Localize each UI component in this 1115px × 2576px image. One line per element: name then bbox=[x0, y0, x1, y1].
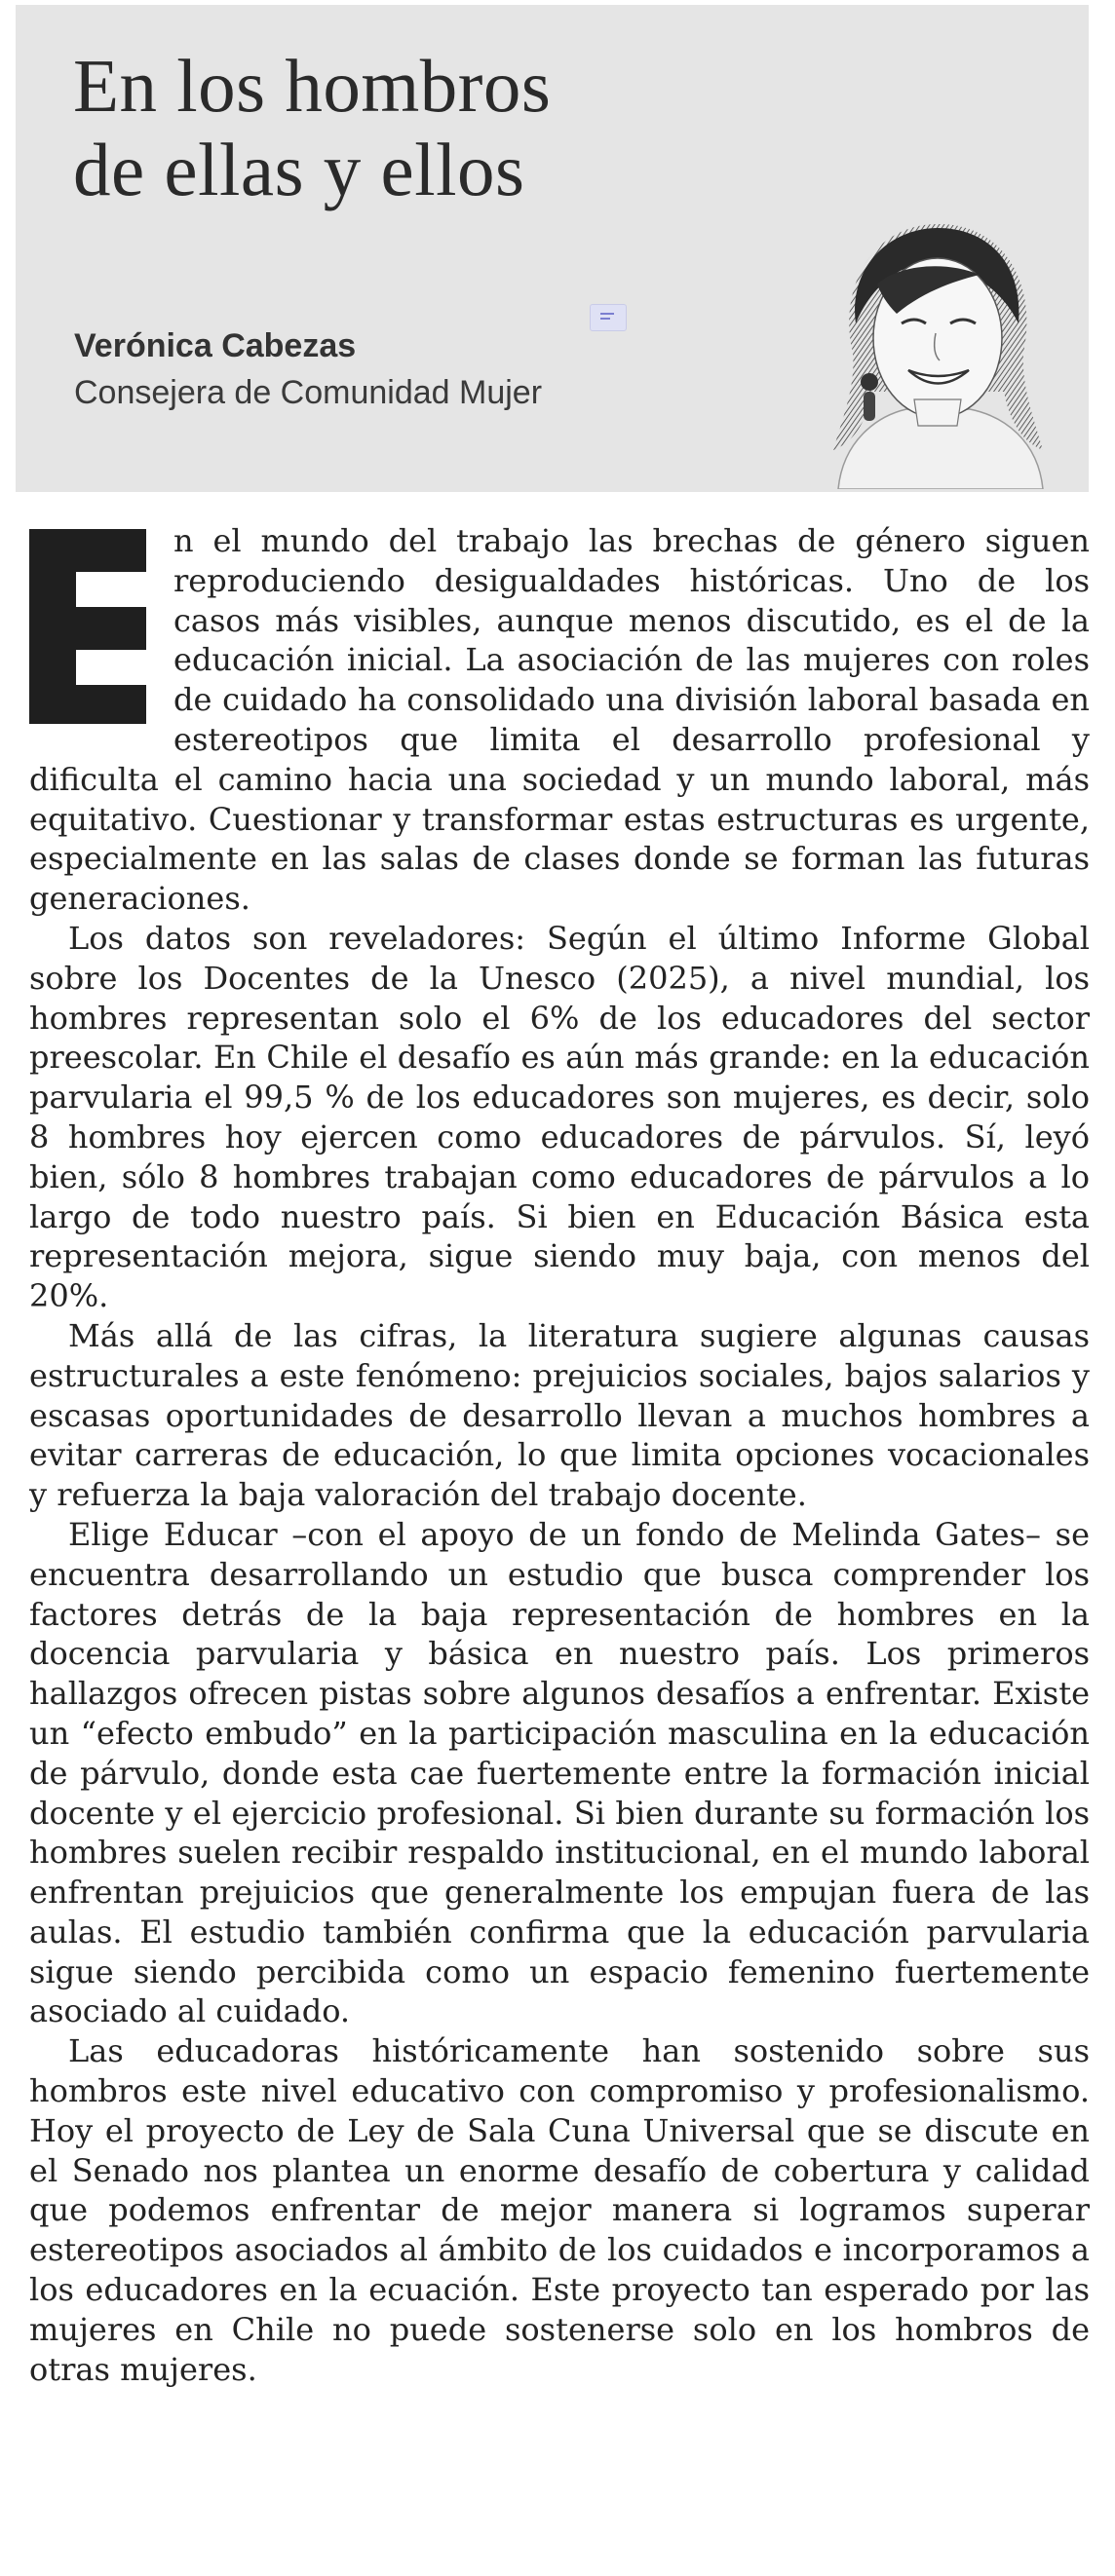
paragraph-4: Elige Educar –con el apoyo de un fondo de Melinda Gates– se encuentra desarrollando un estudio que busca comprender los factores detrás de la baja representación de hombres en la docencia parvularia y básica en nuestro país. Los primeros hallazgos ofrecen pistas sobre algunos desafíos a enfrentar. Existe un “efecto embudo” en la participación masculina en la educación de párvulo, donde esta cae fuertemente entre la formación inicial docente y el ejercicio profesional. Si bien durante su formación los hombres suelen recibir respaldo institucional, en el mundo laboral enfrentan prejuicios que generalmente los empujan fuera de las aulas. El estudio también confirma que la educación parvularia sigue siendo percibida como un espacio femenino fuertemente asociado al cuidado. bbox=[29, 1515, 1090, 2030]
note-icon[interactable] bbox=[590, 304, 627, 331]
author-portrait bbox=[799, 207, 1077, 489]
drop-cap bbox=[29, 529, 146, 724]
author-name: Verónica Cabezas bbox=[74, 327, 357, 364]
article-body bbox=[29, 521, 1090, 2389]
paragraph-5: Las educadoras históricamente han sostenido sobre sus hombros este nivel educativo con compromiso y profesionalismo. Hoy el proyecto de Ley de Sala Cuna Universal que se discute en el Senado nos plantea un enorme desafío de cobertura y calidad que podemos enfrentar de mejor manera si logramos superar estereotipos asociados al ámbito de los cuidados e incorporamos a los educadores en la ecuación. Este proyecto tan esperado por las mujeres en Chile no puede sostenerse solo en los hombros de otras mujeres. bbox=[29, 2032, 1090, 2388]
author-role: Consejera de Comunidad Mujer bbox=[74, 374, 543, 411]
paragraph-2: Los datos son reveladores: Según el último Informe Global sobre los Docentes de la Unesco (2025), a nivel mundial, los hombres representan solo el 6% de los educadores del sector preescolar. En Chile el desafío es aún más grande: en la educación parvularia el 99,5 % de los educadores son mujeres, es decir, solo 8 hombres hoy ejercen como educadores de párvulos. Sí, leyó bien, sólo 8 hombres trabajan como educadores de párvulos a lo largo de todo nuestro país. Si bien en Educación Básica esta representación mejora, sigue siendo muy baja, con menos del 20%. bbox=[29, 919, 1090, 1315]
paragraph-1-text: n el mundo del trabajo las brechas de género siguen reproduciendo desigualdades históricas. Uno de los casos más visibles, aunque menos discutido, es el de la educación inicial. La asociación de las mujeres con roles de cuidado ha consolidado una división laboral basada en estereotipos que limita el desarrollo profesional y dificulta el camino hacia una sociedad y un mundo laboral, más equitativo. Cuestionar y transformar estas estructuras es urgente, especialmente en las salas de clases donde se forman las futuras generaciones. bbox=[29, 522, 1090, 918]
title-line-1: En los hombros bbox=[73, 44, 552, 128]
paragraph-1 bbox=[29, 521, 1090, 919]
paragraph-3: Más allá de las cifras, la literatura sugiere algunas causas estructurales a este fenómeno: prejuicios sociales, bajos salarios y escasas oportunidades de desarrollo llevan a muchos hombres a evitar carreras de educación, lo que limita opciones vocacionales y refuerza la baja valoración del trabajo docente. bbox=[29, 1316, 1090, 1514]
title-line-2: de ellas y ellos bbox=[73, 128, 525, 211]
article-title bbox=[73, 44, 551, 211]
